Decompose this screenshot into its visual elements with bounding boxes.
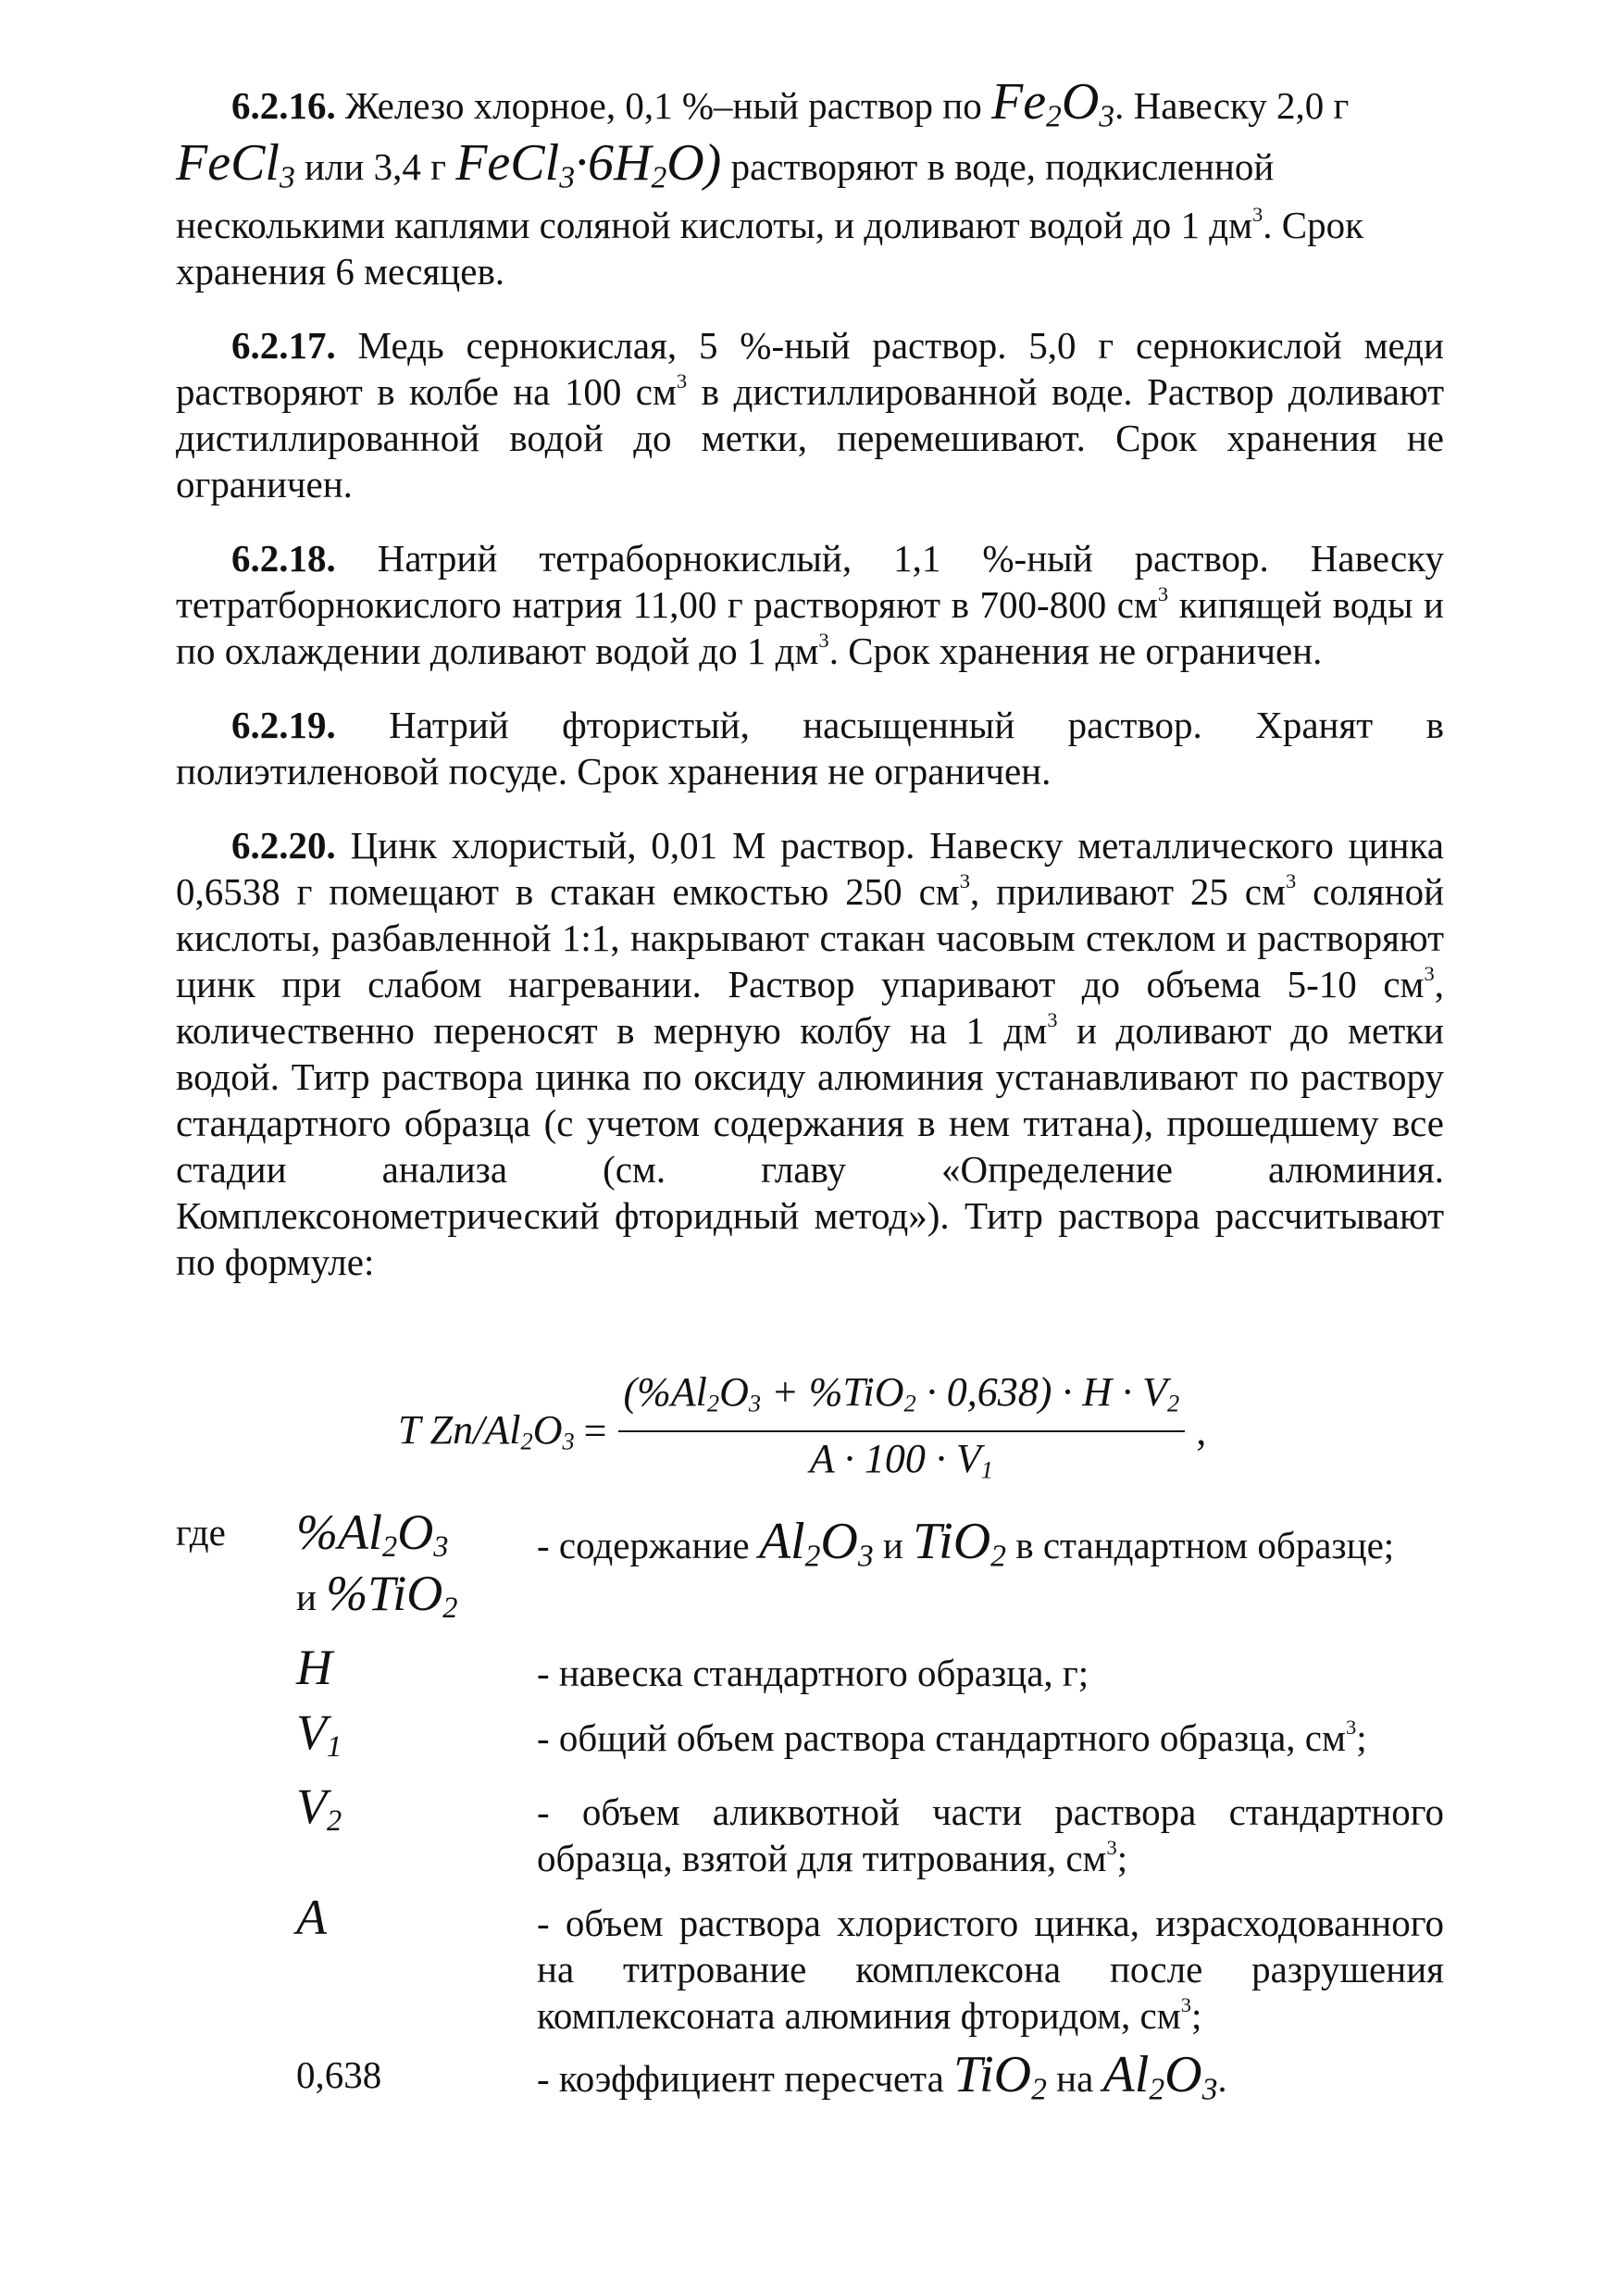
section-number: 6.2.16. xyxy=(231,84,336,127)
text: растворяют в воде, подкисленной несколькими каплями соляной кислоты, и доливают водой до 1 дм xyxy=(176,145,1275,246)
paragraph-6-2-20 xyxy=(176,822,1444,1285)
superscript: 3 xyxy=(1424,961,1435,985)
legend-description: - объем раствора хлористого цинка, израсходованного на титрование комплексона после разрушения комплексоната алюминия фторидом, $см^3$; xyxy=(537,1902,1444,2038)
superscript: 3 xyxy=(1285,868,1297,892)
formula-comma: , xyxy=(1196,1408,1207,1454)
legend-description: - содержание $Al_2O_3$ и TiO$_2$ в стандартном образце; xyxy=(537,1513,1395,1574)
legend-description: - общий объем раствора стандартного образца, $см^3$; xyxy=(537,1716,1367,1760)
equals-sign: = xyxy=(583,1408,607,1454)
text: Натрий фтористый, насыщенный раствор. Хранят в полиэтиленовой посуде. Срок хранения не ограничен. xyxy=(176,703,1444,792)
section-number: 6.2.20. xyxy=(231,823,336,867)
section-number: 6.2.18. xyxy=(231,536,336,580)
formula-fe2o3: $Fe_2O_3$ xyxy=(990,73,1115,134)
superscript: 3 xyxy=(676,368,688,393)
text: или 3,4 г xyxy=(294,145,456,189)
paragraph-6-2-16 xyxy=(176,73,1444,294)
superscript: 3 xyxy=(818,628,829,652)
formula-fecl3-hydrate: $FeCl_3\cdot 6H_2O$) xyxy=(455,134,722,195)
legend-row xyxy=(176,1778,1444,1881)
paragraph-6-2-18 xyxy=(176,535,1444,674)
formula-lhs: T $Zn/Al_2O_3$ xyxy=(398,1406,575,1455)
where-label: где xyxy=(176,1511,226,1554)
superscript: 3 xyxy=(1047,1007,1058,1031)
paragraph-6-2-17 xyxy=(176,322,1444,507)
text: Медь сернокислая, 5 %-ный раствор. 5,0 г сернокислой меди растворяют в колбе на 100 см xyxy=(176,323,1444,413)
legend-description: - коэффициент пересчета TiO$_2$ на $Al_2O_3$. xyxy=(537,2046,1227,2107)
superscript: 3 xyxy=(959,868,971,892)
legend-symbol: H xyxy=(296,1640,332,1696)
formula-fecl3: FeCl$_3$ xyxy=(176,134,295,195)
body-text xyxy=(176,73,1445,1313)
text: , приливают 25 см xyxy=(970,869,1286,913)
legend-symbol: $\%Al_2O_3$ и %TiO$_2$ xyxy=(296,1504,458,1626)
text: в дистиллированной воде. Раствор доливают дистиллированной водой до метки, перемешивают. Срок хранения не ограничен. xyxy=(176,369,1444,505)
text: Натрий тетраборнокислый, 1,1 %-ный раствор. Навеску тетратборнокислого натрия 11,00 г растворяют в 700-800 см xyxy=(176,536,1444,626)
legend-row xyxy=(176,1640,1444,1696)
text: и доливают до метки водой. Титр раствора цинка по оксиду алюминия устанавливают по раствору стандартного образца (с учетом содержания в нем титана), прошедшему все стадии анализа (см. главу «Определение алюминия. Комплексонометрический фторидный метод»). Титр раствора рассчитывают по формуле: xyxy=(176,1008,1444,1283)
text: , количественно переносят в мерную колбу на 1 дм xyxy=(176,962,1444,1052)
section-number: 6.2.17. xyxy=(231,323,336,367)
text: Железо хлорное, 0,1 %–ный раствор по xyxy=(335,84,991,127)
text: . Навеску 2,0 г xyxy=(1114,84,1350,127)
legend-row xyxy=(176,1704,1444,1770)
formula-denominator: $A \cdot 100 \cdot V_1$ xyxy=(809,1435,993,1484)
section-number: 6.2.19. xyxy=(231,703,336,746)
titer-formula xyxy=(398,1366,1206,1496)
legend-symbol: A xyxy=(296,1890,327,1946)
text: соляной кислоты, разбавленной 1:1, накрывают стакан часовым стеклом и растворяют цинк при слабом нагревании. Раствор упаривают до объема 5-10 см xyxy=(176,869,1445,1005)
legend-symbol: $V_2$ xyxy=(296,1778,342,1839)
text: Цинк хлористый, 0,01 М раствор. Навеску металлического цинка 0,6538 г помещают в стакан емкостью 250 см xyxy=(176,823,1444,913)
text: . Срок хранения не ограничен. xyxy=(828,629,1323,672)
legend-symbol: 0,638 xyxy=(296,2053,382,2097)
formula-fraction xyxy=(618,1366,1186,1496)
legend-description: - объем аликвотной части раствора стандартного образца, взятой для титрования, $см^3$; xyxy=(537,1791,1444,1880)
legend-symbol: $V_1$ xyxy=(296,1704,342,1765)
legend-description: - навеска стандартного образца, г; xyxy=(537,1652,1089,1695)
legend-row xyxy=(176,1504,1444,1631)
paragraph-6-2-19 xyxy=(176,702,1444,794)
superscript: 3 xyxy=(1157,581,1169,605)
formula-numerator: $(\%Al_2O_3 + \%TiO_2 \cdot 0,638) \cdot H \cdot V_2$ xyxy=(618,1366,1186,1432)
text: кипящей воды и по охлаждении доливают водой до 1 дм xyxy=(176,582,1444,672)
formula-legend xyxy=(176,1504,1444,2127)
legend-row xyxy=(176,1890,1444,2039)
legend-row xyxy=(176,2046,1444,2113)
text: . Срок хранения 6 месяцев. xyxy=(176,203,1364,293)
superscript: 3 xyxy=(1252,202,1263,226)
